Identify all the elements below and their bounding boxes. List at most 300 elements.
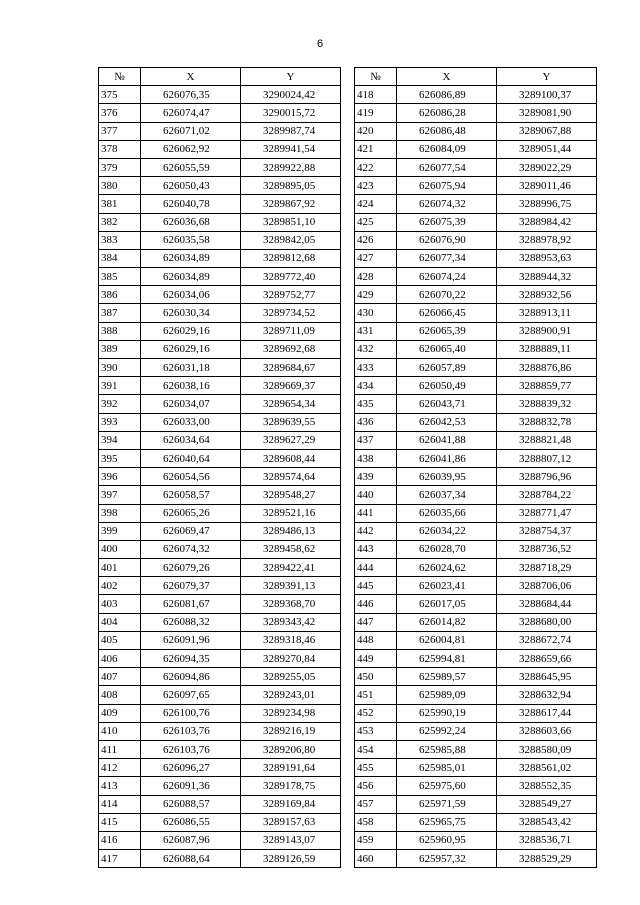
y-value: 3289100,37 [497, 86, 597, 104]
table-row [99, 650, 597, 668]
y-value: 3289126,59 [241, 850, 341, 868]
x-value: 626014,82 [397, 613, 497, 631]
column-gap [341, 68, 355, 86]
point-number: 405 [99, 631, 141, 649]
column-gap [341, 595, 355, 613]
x-value: 626065,39 [397, 322, 497, 340]
table-row [99, 504, 597, 522]
x-value: 626054,56 [141, 468, 241, 486]
y-value: 3288645,95 [497, 668, 597, 686]
table-row [99, 468, 597, 486]
point-number: 390 [99, 359, 141, 377]
y-value: 3288944,32 [497, 268, 597, 286]
column-gap [341, 231, 355, 249]
x-value: 626088,57 [141, 795, 241, 813]
y-value: 3288603,66 [497, 722, 597, 740]
y-value: 3289734,52 [241, 304, 341, 322]
point-number: 380 [99, 177, 141, 195]
y-value: 3289206,80 [241, 740, 341, 758]
table-row [99, 795, 597, 813]
table-row [99, 231, 597, 249]
y-value: 3288932,56 [497, 286, 597, 304]
point-number: 444 [355, 559, 397, 577]
table-row [99, 613, 597, 631]
x-value: 626076,90 [397, 231, 497, 249]
y-value: 3289987,74 [241, 122, 341, 140]
x-value: 625989,09 [397, 686, 497, 704]
column-gap [341, 668, 355, 686]
table-row [99, 686, 597, 704]
x-value: 626029,16 [141, 340, 241, 358]
point-number: 415 [99, 813, 141, 831]
x-value: 626055,59 [141, 158, 241, 176]
column-gap [341, 322, 355, 340]
x-value: 626023,41 [397, 577, 497, 595]
x-value: 626088,32 [141, 613, 241, 631]
x-value: 626094,35 [141, 650, 241, 668]
y-value: 3288953,63 [497, 249, 597, 267]
table-row [99, 213, 597, 231]
y-value: 3289867,92 [241, 195, 341, 213]
y-value: 3289486,13 [241, 522, 341, 540]
y-value: 3288984,42 [497, 213, 597, 231]
point-number: 408 [99, 686, 141, 704]
table-row [99, 122, 597, 140]
x-value: 626029,16 [141, 322, 241, 340]
y-value: 3289081,90 [497, 104, 597, 122]
y-value: 3288839,32 [497, 395, 597, 413]
y-value: 3289270,84 [241, 650, 341, 668]
x-value: 626103,76 [141, 722, 241, 740]
column-gap [341, 850, 355, 868]
point-number: 438 [355, 449, 397, 467]
y-value: 3289143,07 [241, 831, 341, 849]
point-number: 416 [99, 831, 141, 849]
y-value: 3288680,00 [497, 613, 597, 631]
header-num: № [99, 68, 141, 86]
x-value: 626074,24 [397, 268, 497, 286]
point-number: 434 [355, 377, 397, 395]
y-value: 3289458,62 [241, 540, 341, 558]
x-value: 626069,47 [141, 522, 241, 540]
point-number: 459 [355, 831, 397, 849]
x-value: 626058,57 [141, 486, 241, 504]
point-number: 403 [99, 595, 141, 613]
column-gap [341, 631, 355, 649]
y-value: 3289255,05 [241, 668, 341, 686]
x-value: 626034,07 [141, 395, 241, 413]
table-row [99, 268, 597, 286]
x-value: 626086,55 [141, 813, 241, 831]
y-value: 3289627,29 [241, 431, 341, 449]
point-number: 381 [99, 195, 141, 213]
x-value: 626076,35 [141, 86, 241, 104]
point-number: 441 [355, 504, 397, 522]
x-value: 626071,02 [141, 122, 241, 140]
column-gap [341, 686, 355, 704]
point-number: 451 [355, 686, 397, 704]
x-value: 626091,36 [141, 777, 241, 795]
table-row [99, 340, 597, 358]
coordinates-table [98, 67, 597, 868]
y-value: 3288736,52 [497, 540, 597, 558]
point-number: 417 [99, 850, 141, 868]
point-number: 410 [99, 722, 141, 740]
point-number: 450 [355, 668, 397, 686]
x-value: 626086,28 [397, 104, 497, 122]
y-value: 3288561,02 [497, 759, 597, 777]
x-value: 626042,53 [397, 413, 497, 431]
table-row [99, 86, 597, 104]
x-value: 626036,68 [141, 213, 241, 231]
y-value: 3290024,42 [241, 86, 341, 104]
x-value: 626086,48 [397, 122, 497, 140]
point-number: 392 [99, 395, 141, 413]
point-number: 432 [355, 340, 397, 358]
x-value: 626034,22 [397, 522, 497, 540]
table-row [99, 195, 597, 213]
x-value: 626041,88 [397, 431, 497, 449]
y-value: 3289422,41 [241, 559, 341, 577]
y-value: 3288659,66 [497, 650, 597, 668]
point-number: 436 [355, 413, 397, 431]
column-gap [341, 304, 355, 322]
y-value: 3289022,29 [497, 158, 597, 176]
y-value: 3289391,13 [241, 577, 341, 595]
table-row [99, 577, 597, 595]
point-number: 387 [99, 304, 141, 322]
x-value: 626034,89 [141, 249, 241, 267]
y-value: 3288632,94 [497, 686, 597, 704]
x-value: 626040,78 [141, 195, 241, 213]
column-gap [341, 122, 355, 140]
column-gap [341, 340, 355, 358]
x-value: 626074,47 [141, 104, 241, 122]
column-gap [341, 213, 355, 231]
y-value: 3288889,11 [497, 340, 597, 358]
table-row [99, 377, 597, 395]
column-gap [341, 704, 355, 722]
point-number: 446 [355, 595, 397, 613]
y-value: 3289692,68 [241, 340, 341, 358]
x-value: 626034,89 [141, 268, 241, 286]
y-value: 3289669,37 [241, 377, 341, 395]
y-value: 3288978,92 [497, 231, 597, 249]
point-number: 384 [99, 249, 141, 267]
x-value: 626079,26 [141, 559, 241, 577]
y-value: 3288754,37 [497, 522, 597, 540]
y-value: 3289812,68 [241, 249, 341, 267]
point-number: 449 [355, 650, 397, 668]
point-number: 423 [355, 177, 397, 195]
point-number: 399 [99, 522, 141, 540]
y-value: 3288684,44 [497, 595, 597, 613]
x-value: 625960,95 [397, 831, 497, 849]
y-value: 3288900,91 [497, 322, 597, 340]
point-number: 391 [99, 377, 141, 395]
column-gap [341, 813, 355, 831]
column-gap [341, 268, 355, 286]
y-value: 3288552,35 [497, 777, 597, 795]
y-value: 3289941,54 [241, 140, 341, 158]
point-number: 395 [99, 449, 141, 467]
point-number: 400 [99, 540, 141, 558]
y-value: 3289011,46 [497, 177, 597, 195]
point-number: 389 [99, 340, 141, 358]
y-value: 3289234,98 [241, 704, 341, 722]
point-number: 388 [99, 322, 141, 340]
column-gap [341, 449, 355, 467]
x-value: 626043,71 [397, 395, 497, 413]
point-number: 419 [355, 104, 397, 122]
table-row [99, 540, 597, 558]
x-value: 625994,81 [397, 650, 497, 668]
point-number: 407 [99, 668, 141, 686]
y-value: 3288672,74 [497, 631, 597, 649]
y-value: 3288913,11 [497, 304, 597, 322]
point-number: 428 [355, 268, 397, 286]
header-x: X [141, 68, 241, 86]
table-row [99, 158, 597, 176]
x-value: 625965,75 [397, 813, 497, 831]
table-row [99, 522, 597, 540]
x-value: 626086,89 [397, 86, 497, 104]
y-value: 3288706,06 [497, 577, 597, 595]
x-value: 626057,89 [397, 359, 497, 377]
x-value: 626031,18 [141, 359, 241, 377]
point-number: 402 [99, 577, 141, 595]
point-number: 456 [355, 777, 397, 795]
point-number: 409 [99, 704, 141, 722]
header-y: Y [497, 68, 597, 86]
point-number: 376 [99, 104, 141, 122]
column-gap [341, 104, 355, 122]
header-y: Y [241, 68, 341, 86]
column-gap [341, 613, 355, 631]
point-number: 414 [99, 795, 141, 813]
point-number: 420 [355, 122, 397, 140]
y-value: 3289772,40 [241, 268, 341, 286]
point-number: 396 [99, 468, 141, 486]
table-row [99, 322, 597, 340]
point-number: 460 [355, 850, 397, 868]
x-value: 626070,22 [397, 286, 497, 304]
y-value: 3288807,12 [497, 449, 597, 467]
column-gap [341, 286, 355, 304]
table-row [99, 395, 597, 413]
column-gap [341, 777, 355, 795]
point-number: 397 [99, 486, 141, 504]
y-value: 3289608,44 [241, 449, 341, 467]
point-number: 404 [99, 613, 141, 631]
column-gap [341, 740, 355, 758]
column-gap [341, 486, 355, 504]
x-value: 626035,58 [141, 231, 241, 249]
point-number: 421 [355, 140, 397, 158]
x-value: 626062,92 [141, 140, 241, 158]
x-value: 626065,26 [141, 504, 241, 522]
point-number: 457 [355, 795, 397, 813]
point-number: 452 [355, 704, 397, 722]
point-number: 439 [355, 468, 397, 486]
x-value: 626066,45 [397, 304, 497, 322]
point-number: 431 [355, 322, 397, 340]
point-number: 455 [355, 759, 397, 777]
x-value: 626094,86 [141, 668, 241, 686]
y-value: 3289521,16 [241, 504, 341, 522]
point-number: 437 [355, 431, 397, 449]
y-value: 3289343,42 [241, 613, 341, 631]
x-value: 626038,16 [141, 377, 241, 395]
point-number: 382 [99, 213, 141, 231]
point-number: 413 [99, 777, 141, 795]
x-value: 626096,27 [141, 759, 241, 777]
x-value: 626050,49 [397, 377, 497, 395]
column-gap [341, 831, 355, 849]
table-row [99, 486, 597, 504]
table-row [99, 177, 597, 195]
x-value: 626097,65 [141, 686, 241, 704]
x-value: 626065,40 [397, 340, 497, 358]
table-row [99, 249, 597, 267]
table-row [99, 286, 597, 304]
column-gap [341, 359, 355, 377]
y-value: 3289842,05 [241, 231, 341, 249]
table-row [99, 559, 597, 577]
x-value: 626075,39 [397, 213, 497, 231]
y-value: 3289051,44 [497, 140, 597, 158]
y-value: 3289684,67 [241, 359, 341, 377]
y-value: 3288796,96 [497, 468, 597, 486]
page-number: 6 [316, 38, 324, 50]
column-gap [341, 722, 355, 740]
column-gap [341, 140, 355, 158]
column-gap [341, 795, 355, 813]
y-value: 3289191,64 [241, 759, 341, 777]
point-number: 411 [99, 740, 141, 758]
point-number: 377 [99, 122, 141, 140]
y-value: 3289851,10 [241, 213, 341, 231]
x-value: 625989,57 [397, 668, 497, 686]
column-gap [341, 158, 355, 176]
x-value: 626081,67 [141, 595, 241, 613]
point-number: 454 [355, 740, 397, 758]
y-value: 3289548,27 [241, 486, 341, 504]
x-value: 626087,96 [141, 831, 241, 849]
x-value: 626050,43 [141, 177, 241, 195]
column-gap [341, 195, 355, 213]
point-number: 386 [99, 286, 141, 304]
table-row [99, 104, 597, 122]
point-number: 401 [99, 559, 141, 577]
point-number: 424 [355, 195, 397, 213]
y-value: 3289654,34 [241, 395, 341, 413]
column-gap [341, 504, 355, 522]
x-value: 626074,32 [141, 540, 241, 558]
table-row [99, 813, 597, 831]
y-value: 3289368,70 [241, 595, 341, 613]
x-value: 626040,64 [141, 449, 241, 467]
column-gap [341, 86, 355, 104]
column-gap [341, 395, 355, 413]
column-gap [341, 413, 355, 431]
y-value: 3290015,72 [241, 104, 341, 122]
x-value: 626103,76 [141, 740, 241, 758]
x-value: 626024,62 [397, 559, 497, 577]
table-row [99, 413, 597, 431]
point-number: 406 [99, 650, 141, 668]
x-value: 625990,19 [397, 704, 497, 722]
table-row [99, 595, 597, 613]
table-row [99, 722, 597, 740]
x-value: 626077,34 [397, 249, 497, 267]
y-value: 3288771,47 [497, 504, 597, 522]
x-value: 625985,01 [397, 759, 497, 777]
x-value: 625971,59 [397, 795, 497, 813]
point-number: 442 [355, 522, 397, 540]
x-value: 625985,88 [397, 740, 497, 758]
point-number: 385 [99, 268, 141, 286]
x-value: 626075,94 [397, 177, 497, 195]
column-gap [341, 559, 355, 577]
y-value: 3288543,42 [497, 813, 597, 831]
x-value: 626017,05 [397, 595, 497, 613]
column-gap [341, 177, 355, 195]
table-row [99, 431, 597, 449]
y-value: 3289067,88 [497, 122, 597, 140]
x-value: 626091,96 [141, 631, 241, 649]
header-x: X [397, 68, 497, 86]
point-number: 418 [355, 86, 397, 104]
table-row [99, 850, 597, 868]
x-value: 625957,32 [397, 850, 497, 868]
x-value: 626074,32 [397, 195, 497, 213]
point-number: 398 [99, 504, 141, 522]
table-row [99, 631, 597, 649]
x-value: 626034,06 [141, 286, 241, 304]
x-value: 626028,70 [397, 540, 497, 558]
y-value: 3288784,22 [497, 486, 597, 504]
column-gap [341, 759, 355, 777]
point-number: 447 [355, 613, 397, 631]
table-row [99, 359, 597, 377]
point-number: 440 [355, 486, 397, 504]
column-gap [341, 249, 355, 267]
y-value: 3289752,77 [241, 286, 341, 304]
column-gap [341, 468, 355, 486]
table-row [99, 740, 597, 758]
x-value: 626077,54 [397, 158, 497, 176]
x-value: 626084,09 [397, 140, 497, 158]
column-gap [341, 431, 355, 449]
y-value: 3289157,63 [241, 813, 341, 831]
point-number: 412 [99, 759, 141, 777]
point-number: 379 [99, 158, 141, 176]
point-number: 427 [355, 249, 397, 267]
y-value: 3288580,09 [497, 740, 597, 758]
y-value: 3289895,05 [241, 177, 341, 195]
y-value: 3288718,29 [497, 559, 597, 577]
table-row [99, 304, 597, 322]
x-value: 626041,86 [397, 449, 497, 467]
x-value: 626100,76 [141, 704, 241, 722]
y-value: 3289639,55 [241, 413, 341, 431]
x-value: 626039,95 [397, 468, 497, 486]
point-number: 445 [355, 577, 397, 595]
point-number: 435 [355, 395, 397, 413]
column-gap [341, 377, 355, 395]
x-value: 626030,34 [141, 304, 241, 322]
